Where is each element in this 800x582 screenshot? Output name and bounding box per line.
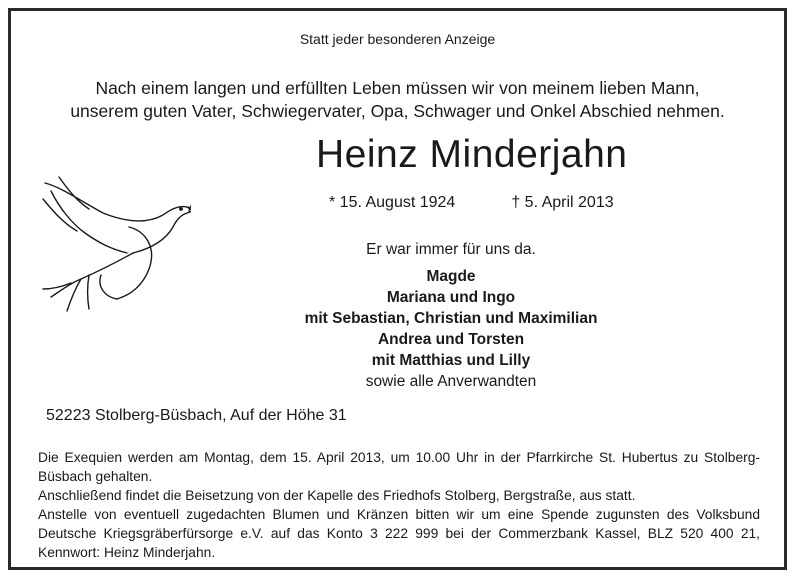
death-date: † 5. April 2013: [511, 194, 614, 211]
details-paragraph: Anschließend findet die Beisetzung von der Kapelle des Friedhofs Stolberg, Bergstraße, aus statt.: [38, 488, 636, 503]
notice-header: Statt jeder besonderen Anzeige: [299, 31, 496, 47]
details-paragraph: Die Exequien werden am Montag, dem 15. April 2013, um 10.00 Uhr in der Pfarrkirche St. Hubertus zu Stolberg-Büsbach gehalten.: [38, 450, 760, 484]
family-member: mit Sebastian, Christian und Maximilian: [304, 310, 598, 327]
family-member: Mariana und Ingo: [386, 289, 516, 306]
dove-with-olive-branch-icon: [41, 171, 191, 321]
intro-line: Nach einem langen und erfüllten Leben müssen wir von meinem lieben Mann,: [95, 78, 700, 98]
family-member: mit Matthias und Lilly: [371, 352, 531, 369]
deceased-name: Heinz Minderjahn: [316, 133, 628, 176]
funeral-details: [38, 448, 760, 562]
family-member: Magde: [426, 268, 476, 285]
address: 52223 Stolberg-Büsbach, Auf der Höhe 31: [46, 407, 347, 424]
family-closing: sowie alle Anverwandten: [365, 373, 537, 390]
life-dates: [329, 194, 614, 212]
family-block: [266, 239, 636, 392]
details-paragraph: Anstelle von eventuell zugedachten Blumen und Kränzen bitten wir um eine Spende zugunsten des Volksbund Deutsche Kriegsgräberfürsorge e.V. auf das Konto 3 222 999 bei der Commerzbank Kassel, BLZ 520 400 21, Kennwort: Heinz Minderjahn.: [38, 507, 760, 560]
family-tagline: Er war immer für uns da.: [366, 241, 536, 258]
intro-text: [11, 77, 784, 123]
birth-date: * 15. August 1924: [329, 194, 456, 211]
obituary-notice: [8, 8, 787, 570]
family-member: Andrea und Torsten: [377, 331, 525, 348]
intro-line: unserem guten Vater, Schwiegervater, Opa, Schwager und Onkel Abschied nehmen.: [70, 101, 725, 121]
